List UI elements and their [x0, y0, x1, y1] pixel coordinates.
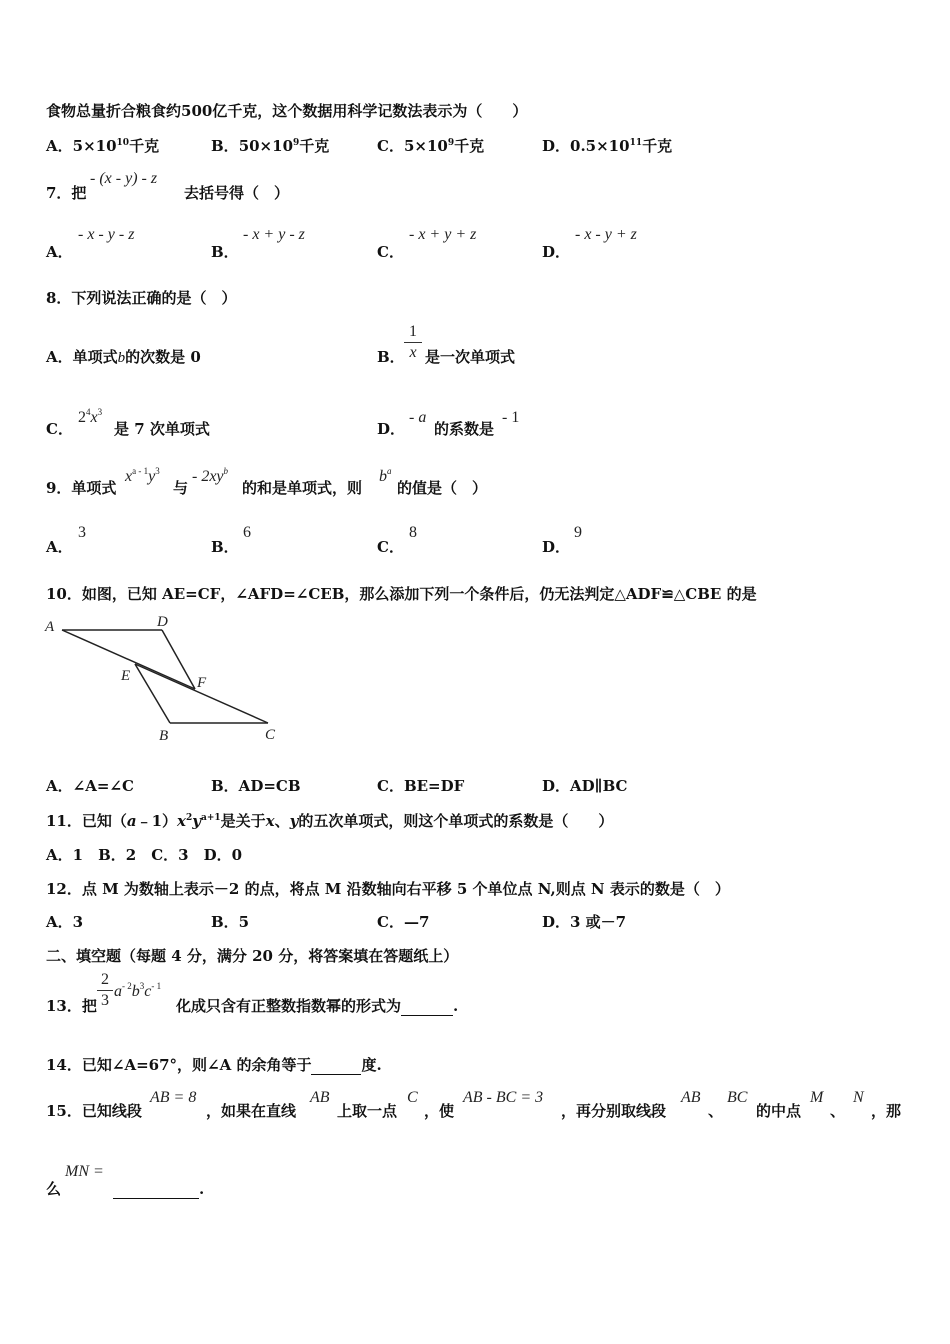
q12-stem: 12．点 M 为数轴上表示－2 的点，将点 M 沿数轴向右平移 5 个单位点 N,则点 N 表示的数是（ ） — [46, 880, 730, 898]
q13-number: 13．把 — [46, 997, 97, 1015]
q9-option-a-value: 3 — [78, 524, 86, 541]
q8-option-a: A．单项式b的次数是 0 — [46, 348, 201, 366]
q13-expression: $a^{- 2}b^3c^{- 1}$ — [114, 981, 162, 1000]
point-label-c: C — [265, 727, 276, 743]
q9-option-c-label: C． — [377, 538, 404, 556]
q9-monomial-1: $x^{a - 1}y^3$ — [125, 466, 160, 485]
point-label-a: A — [45, 619, 55, 635]
q8-option-c-label: C． — [46, 420, 73, 438]
q15-expr-ab-bc: AB - BC = 3 — [463, 1089, 544, 1106]
q15-expr-bc: BC — [727, 1089, 748, 1106]
q12-option-b: B．5 — [211, 913, 250, 931]
q15-expr-m: M — [810, 1089, 824, 1106]
q10-option-b: B．AD=CB — [211, 777, 301, 795]
q7-rest: 去括号得（ ） — [184, 184, 290, 202]
q7-number: 7．把 — [46, 184, 87, 202]
q11-options: A．1 B．2 C．3 D．0 — [46, 846, 243, 864]
q15-answer-blank[interactable] — [113, 1198, 199, 1199]
q10-option-c: C．BE=DF — [377, 777, 465, 795]
q15-text-4: ，再分别取线段 — [561, 1102, 667, 1120]
q15-expr-ab-2: AB — [681, 1089, 701, 1106]
q6-option-a: A．$5\times 10^{10}$千克 — [46, 137, 160, 155]
q9-rest-2: 的值是（ ） — [397, 479, 488, 497]
q15-text-1: ，如果在直线 — [206, 1102, 297, 1120]
q10-option-d: D．AD∥BC — [542, 777, 628, 795]
q15-text-3: ，使 — [424, 1102, 455, 1120]
q9-rest-1: 的和是单项式，则 — [242, 479, 363, 497]
q13-rest: 化成只含有正整数指数幂的形式为 . — [176, 997, 459, 1015]
point-label-f: F — [197, 675, 207, 691]
q8-option-b-label: B． — [377, 348, 405, 366]
q9-option-a-label: A． — [46, 538, 73, 556]
q8-option-b-fraction: $\frac{1}{x}$ — [404, 322, 422, 363]
point-label-e: E — [121, 668, 131, 684]
q6-stem: 食物总量折合粮食约500亿千克，这个数据用科学记数法表示为（ ） — [46, 102, 528, 120]
q7-option-c-expr: - x + y + z — [409, 226, 477, 243]
q12-option-c: C．—7 — [377, 913, 430, 931]
q8-option-c-rest: 是 7 次单项式 — [114, 420, 210, 438]
q15-answer: . — [113, 1179, 204, 1199]
q15-expr-ab: AB — [310, 1089, 330, 1106]
q9-and: 与 — [173, 479, 189, 497]
q7-option-d-expr: - x - y + z — [575, 226, 637, 243]
q15-pre: 15．已知线段 — [46, 1102, 142, 1120]
q9-monomial-2: - $2xy^b$ — [192, 466, 229, 485]
q9-option-b-label: B． — [211, 538, 239, 556]
q15-line2: 么 — [46, 1180, 62, 1198]
q7-expression: - (x - y) - z — [90, 170, 158, 187]
segment-df — [162, 630, 195, 689]
q14-answer-blank[interactable] — [311, 1074, 361, 1075]
q15-expr-mn: MN = — [65, 1163, 104, 1180]
q7-option-a-expr: - x - y - z — [78, 226, 135, 243]
q12-option-d: D．3 或－7 — [542, 913, 627, 931]
q12-option-a: A．3 — [46, 913, 84, 931]
q8-stem: 8．下列说法正确的是（ ） — [46, 289, 237, 307]
q6-option-c: C．$5\times 10^9$千克 — [377, 137, 485, 155]
q15-expr-n: N — [853, 1089, 864, 1106]
segment-ec — [135, 664, 268, 723]
q7-option-b-label: B． — [211, 243, 239, 261]
q15-expr-ab8: AB = 8 — [150, 1089, 197, 1106]
q15-text-5: 、 — [708, 1102, 724, 1120]
q9-option-d-value: 9 — [574, 524, 582, 541]
q9-number: 9．单项式 — [46, 479, 117, 497]
q9-option-d-label: D． — [542, 538, 571, 556]
q10-figure — [40, 612, 290, 747]
q13-fraction: $\frac{2}{3}$ — [97, 970, 113, 1011]
q6-option-b: B．$50\times 10^9$千克 — [211, 137, 330, 155]
q8-option-c-expr: $2^4x^3$ — [78, 407, 103, 426]
q15-text-6: 的中点 — [756, 1102, 802, 1120]
q9-option-b-value: 6 — [243, 524, 251, 541]
q8-option-b-rest: 是一次单项式 — [425, 348, 516, 366]
q8-option-d-value: - 1 — [502, 409, 520, 426]
section-heading-fill-in: 二、填空题（每题 4 分，满分 20 分，将答案填在答题纸上） — [46, 947, 459, 965]
point-label-d: D — [157, 614, 168, 630]
q7-option-b-expr: - x + y - z — [243, 226, 305, 243]
point-label-b: B — [159, 728, 169, 744]
q13-answer-blank[interactable] — [401, 1015, 453, 1016]
q14-stem: 14．已知∠A=67°，则∠A 的余角等于 度. — [46, 1056, 382, 1074]
q8-option-d-mid: 的系数是 — [434, 420, 495, 438]
q8-option-d-label: D． — [377, 420, 406, 438]
q15-text-7: 、 — [830, 1102, 846, 1120]
segment-eb — [135, 664, 170, 723]
q7-option-c-label: C． — [377, 243, 404, 261]
q10-option-a: A．∠A=∠C — [46, 777, 134, 795]
q6-option-d: D．$0.5\times 10^{11}$千克 — [542, 137, 673, 155]
q15-expr-c: C — [407, 1089, 418, 1106]
q9-option-c-value: 8 — [409, 524, 417, 541]
q15-text-8: ，那 — [871, 1102, 902, 1120]
q9-power: $b^a$ — [379, 466, 392, 485]
q7-option-a-label: A． — [46, 243, 73, 261]
q8-option-d-expr: - a — [409, 409, 427, 426]
q10-stem: 10．如图，已知 AE=CF，∠AFD=∠CEB，那么添加下列一个条件后，仍无法判定△ADF≌△CBE 的是 — [46, 585, 757, 603]
q15-text-2: 上取一点 — [337, 1102, 398, 1120]
q11-stem: 11．已知$(a﹣1)x^2y^{a+1}$是关于x、y的五次单项式，则这个单项式的系数是（ ） — [46, 812, 614, 830]
q7-option-d-label: D． — [542, 243, 571, 261]
